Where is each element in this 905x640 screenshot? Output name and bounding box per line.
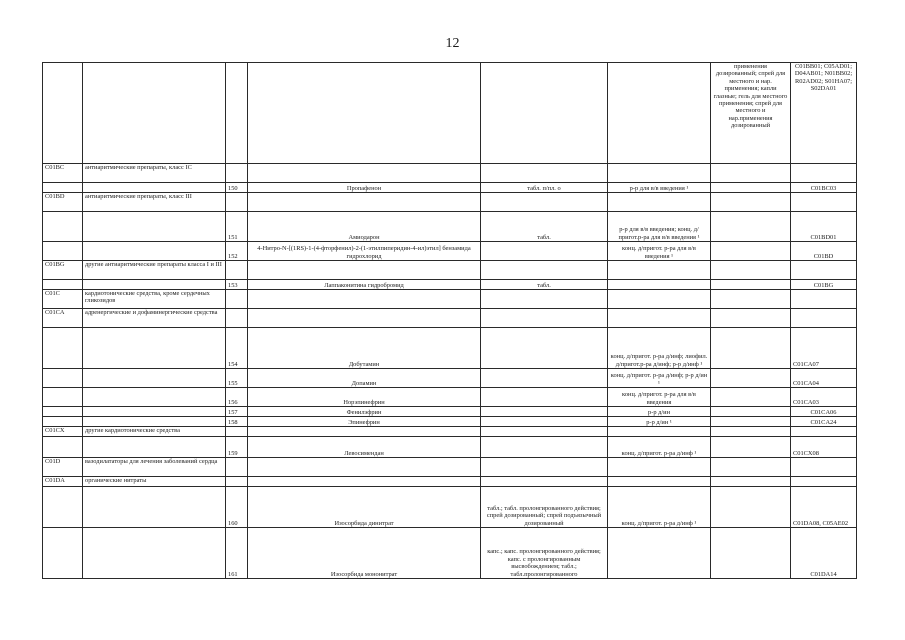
dosage-form-2 <box>608 290 711 309</box>
atc-group-code <box>43 528 83 579</box>
dosage-form-1: табл. п/пл. о <box>481 183 608 193</box>
atc-group-name <box>83 63 226 164</box>
table-row <box>43 261 857 280</box>
atc-code <box>791 193 857 212</box>
row-number <box>226 309 248 328</box>
dosage-form-3 <box>711 290 791 309</box>
dosage-form-2: р-р для в/в введения; конц. д/пригот.р-ра для в/в введения ¹ <box>608 212 711 242</box>
table-row <box>43 417 857 427</box>
drug-name <box>248 164 481 183</box>
row-number: 157 <box>226 407 248 417</box>
table-row <box>43 458 857 477</box>
dosage-form-3 <box>711 183 791 193</box>
atc-group-name: вазодилататоры для лечения заболеваний сердца <box>83 458 226 477</box>
dosage-form-3 <box>711 407 791 417</box>
atc-code: C01BD <box>791 242 857 261</box>
dosage-form-1 <box>481 309 608 328</box>
dosage-form-3 <box>711 164 791 183</box>
drug-name <box>248 477 481 487</box>
atc-group-name <box>83 528 226 579</box>
table-row <box>43 427 857 437</box>
table-row <box>43 388 857 407</box>
atc-group-code: C01D <box>43 458 83 477</box>
table-row <box>43 193 857 212</box>
dosage-form-3 <box>711 242 791 261</box>
atc-group-name: адренергические и дофаминергические средства <box>83 309 226 328</box>
atc-group-code <box>43 242 83 261</box>
atc-group-name <box>83 369 226 388</box>
row-number: 151 <box>226 212 248 242</box>
atc-code: C01BB01; C05AD01; D04AB01; N01BB02; R02AD02; S01HA07; S02DA01 <box>791 63 857 164</box>
table-row <box>43 528 857 579</box>
drug-name: Допамин <box>248 369 481 388</box>
atc-group-code: C01CA <box>43 309 83 328</box>
row-number <box>226 193 248 212</box>
dosage-form-1 <box>481 407 608 417</box>
drug-name <box>248 63 481 164</box>
atc-code: C01DA14 <box>791 528 857 579</box>
dosage-form-2 <box>608 193 711 212</box>
atc-group-code: C01BG <box>43 261 83 280</box>
atc-code <box>791 427 857 437</box>
drug-name <box>248 193 481 212</box>
drug-name <box>248 290 481 309</box>
drug-name: Добутамин <box>248 328 481 369</box>
dosage-form-3 <box>711 309 791 328</box>
atc-group-code <box>43 407 83 417</box>
atc-code: C01CA06 <box>791 407 857 417</box>
drug-name <box>248 458 481 477</box>
row-number <box>226 261 248 280</box>
dosage-form-2 <box>608 427 711 437</box>
atc-group-name: антиаритмические препараты, класс IC <box>83 164 226 183</box>
atc-group-code <box>43 183 83 193</box>
row-number <box>226 477 248 487</box>
drug-name: Изосорбида мононитрат <box>248 528 481 579</box>
table-row <box>43 280 857 290</box>
row-number <box>226 164 248 183</box>
table-row <box>43 309 857 328</box>
dosage-form-3 <box>711 193 791 212</box>
dosage-form-1 <box>481 261 608 280</box>
dosage-form-1 <box>481 427 608 437</box>
atc-code: C01CA04 <box>791 369 857 388</box>
drug-name: Амиодарон <box>248 212 481 242</box>
dosage-form-1 <box>481 477 608 487</box>
atc-code <box>791 477 857 487</box>
dosage-form-3 <box>711 388 791 407</box>
atc-group-name <box>83 328 226 369</box>
drug-name: Эпинефрин <box>248 417 481 427</box>
drug-name: Изосорбида динитрат <box>248 487 481 528</box>
atc-group-name <box>83 437 226 458</box>
dosage-form-3 <box>711 458 791 477</box>
row-number: 152 <box>226 242 248 261</box>
dosage-form-1: табл.; табл. пролонгированного действия; спрей дозированный; спрей подъязычный дозированный <box>481 487 608 528</box>
dosage-form-3 <box>711 328 791 369</box>
atc-group-name <box>83 407 226 417</box>
row-number <box>226 427 248 437</box>
atc-group-code: C01BC <box>43 164 83 183</box>
page-number: 12 <box>445 36 460 51</box>
row-number: 154 <box>226 328 248 369</box>
row-number <box>226 458 248 477</box>
atc-group-code: C01C <box>43 290 83 309</box>
atc-group-code <box>43 212 83 242</box>
dosage-form-2 <box>608 63 711 164</box>
drug-name <box>248 261 481 280</box>
dosage-form-2: конц. д/пригот. р-ра д/инф ¹ <box>608 437 711 458</box>
row-number: 159 <box>226 437 248 458</box>
table-row <box>43 328 857 369</box>
drug-name <box>248 427 481 437</box>
dosage-form-3 <box>711 528 791 579</box>
dosage-form-2: конц. д/пригот. р-ра д/инф; р-р д/ин ¹ <box>608 369 711 388</box>
atc-code: C01CA24 <box>791 417 857 427</box>
atc-group-name: органические нитраты <box>83 477 226 487</box>
atc-group-code <box>43 487 83 528</box>
dosage-form-3 <box>711 280 791 290</box>
dosage-form-3 <box>711 427 791 437</box>
atc-group-name: другие антиаритмические препараты класса I и III <box>83 261 226 280</box>
atc-group-name: антиаритмические препараты, класс III <box>83 193 226 212</box>
atc-group-code: C01DA <box>43 477 83 487</box>
table-row <box>43 437 857 458</box>
dosage-form-1 <box>481 193 608 212</box>
dosage-form-1 <box>481 164 608 183</box>
dosage-form-2 <box>608 309 711 328</box>
table-row <box>43 290 857 309</box>
table-row <box>43 407 857 417</box>
drug-list-table <box>42 62 857 579</box>
dosage-form-2: конц. д/пригот. р-ра для в/в введения ¹ <box>608 242 711 261</box>
dosage-form-1 <box>481 417 608 427</box>
dosage-form-3 <box>711 437 791 458</box>
drug-name: Пропафенон <box>248 183 481 193</box>
atc-group-code: C01BD <box>43 193 83 212</box>
dosage-form-1 <box>481 328 608 369</box>
atc-group-name <box>83 212 226 242</box>
drug-name <box>248 309 481 328</box>
dosage-form-2 <box>608 477 711 487</box>
dosage-form-2 <box>608 458 711 477</box>
row-number: 155 <box>226 369 248 388</box>
dosage-form-1 <box>481 437 608 458</box>
table-row <box>43 183 857 193</box>
atc-code: C01DA08, C05AE02 <box>791 487 857 528</box>
row-number <box>226 63 248 164</box>
dosage-form-2: р-р для в/в введения ¹ <box>608 183 711 193</box>
atc-group-code <box>43 63 83 164</box>
atc-code: C01CA03 <box>791 388 857 407</box>
dosage-form-3 <box>711 417 791 427</box>
drug-name: Норэпинефрин <box>248 388 481 407</box>
atc-group-name <box>83 280 226 290</box>
row-number: 161 <box>226 528 248 579</box>
atc-code <box>791 261 857 280</box>
dosage-form-2: конц. д/пригот. р-ра д/инф ¹ <box>608 487 711 528</box>
dosage-form-2 <box>608 280 711 290</box>
atc-group-code <box>43 417 83 427</box>
atc-group-name: другие кардиотонические средства <box>83 427 226 437</box>
dosage-form-3 <box>711 487 791 528</box>
atc-group-name <box>83 388 226 407</box>
dosage-form-2 <box>608 261 711 280</box>
drug-name: Левосимендан <box>248 437 481 458</box>
atc-group-name <box>83 487 226 528</box>
atc-group-name <box>83 183 226 193</box>
atc-group-code <box>43 388 83 407</box>
dosage-form-1 <box>481 290 608 309</box>
table-row <box>43 487 857 528</box>
atc-code <box>791 458 857 477</box>
dosage-form-1: табл. <box>481 280 608 290</box>
atc-code <box>791 309 857 328</box>
dosage-form-1 <box>481 63 608 164</box>
table-body <box>43 63 857 579</box>
atc-group-code: C01CX <box>43 427 83 437</box>
atc-code: C01BD01 <box>791 212 857 242</box>
atc-group-code <box>43 328 83 369</box>
table-row <box>43 369 857 388</box>
table-row <box>43 63 857 164</box>
dosage-form-1: капс.; капс. пролонгированного действия; капс. с пролонгированным высвобождением; табл.; табл.пролонгированного <box>481 528 608 579</box>
dosage-form-3 <box>711 369 791 388</box>
dosage-form-1: табл. <box>481 212 608 242</box>
atc-group-name: кардиотонические средства, кроме сердечных гликозидов <box>83 290 226 309</box>
dosage-form-3: применения дозированный; спрей для местного и нар. применения; капли глазные; гель для местного применения; спрей для местного и нар.применения дозированный <box>711 63 791 164</box>
row-number <box>226 290 248 309</box>
row-number: 158 <box>226 417 248 427</box>
dosage-form-1 <box>481 369 608 388</box>
table-row <box>43 164 857 183</box>
drug-name: Лаппаконитина гидробромид <box>248 280 481 290</box>
dosage-form-2: р-р д/ин ¹ <box>608 417 711 427</box>
table-row <box>43 212 857 242</box>
table-row <box>43 477 857 487</box>
atc-group-name <box>83 242 226 261</box>
dosage-form-1 <box>481 242 608 261</box>
dosage-form-2 <box>608 528 711 579</box>
drug-name: Фенилэфрин <box>248 407 481 417</box>
row-number: 150 <box>226 183 248 193</box>
atc-code: C01CX08 <box>791 437 857 458</box>
row-number: 156 <box>226 388 248 407</box>
dosage-form-2: конц. д/пригот. р-ра для в/в введения <box>608 388 711 407</box>
row-number: 153 <box>226 280 248 290</box>
table-row <box>43 242 857 261</box>
dosage-form-2: р-р д/ин <box>608 407 711 417</box>
dosage-form-2: конц. д/пригот. р-ра д/инф; лиофил. д/пригот.р-ра д/инф; р-р д/инф ¹ <box>608 328 711 369</box>
dosage-form-3 <box>711 212 791 242</box>
row-number: 160 <box>226 487 248 528</box>
atc-group-code <box>43 280 83 290</box>
atc-code <box>791 290 857 309</box>
dosage-form-2 <box>608 164 711 183</box>
dosage-form-3 <box>711 477 791 487</box>
atc-group-code <box>43 369 83 388</box>
atc-code: C01BC03 <box>791 183 857 193</box>
drug-name: 4-Нитро-N-[(1RS)-1-(4-фторфенил)-2-(1-этилпиперидин-4-ил)этил] бензамида гидрохлорид <box>248 242 481 261</box>
dosage-form-1 <box>481 388 608 407</box>
atc-code: C01BG <box>791 280 857 290</box>
dosage-form-3 <box>711 261 791 280</box>
atc-code: C01CA07 <box>791 328 857 369</box>
atc-group-code <box>43 437 83 458</box>
atc-code <box>791 164 857 183</box>
atc-group-name <box>83 417 226 427</box>
dosage-form-1 <box>481 458 608 477</box>
